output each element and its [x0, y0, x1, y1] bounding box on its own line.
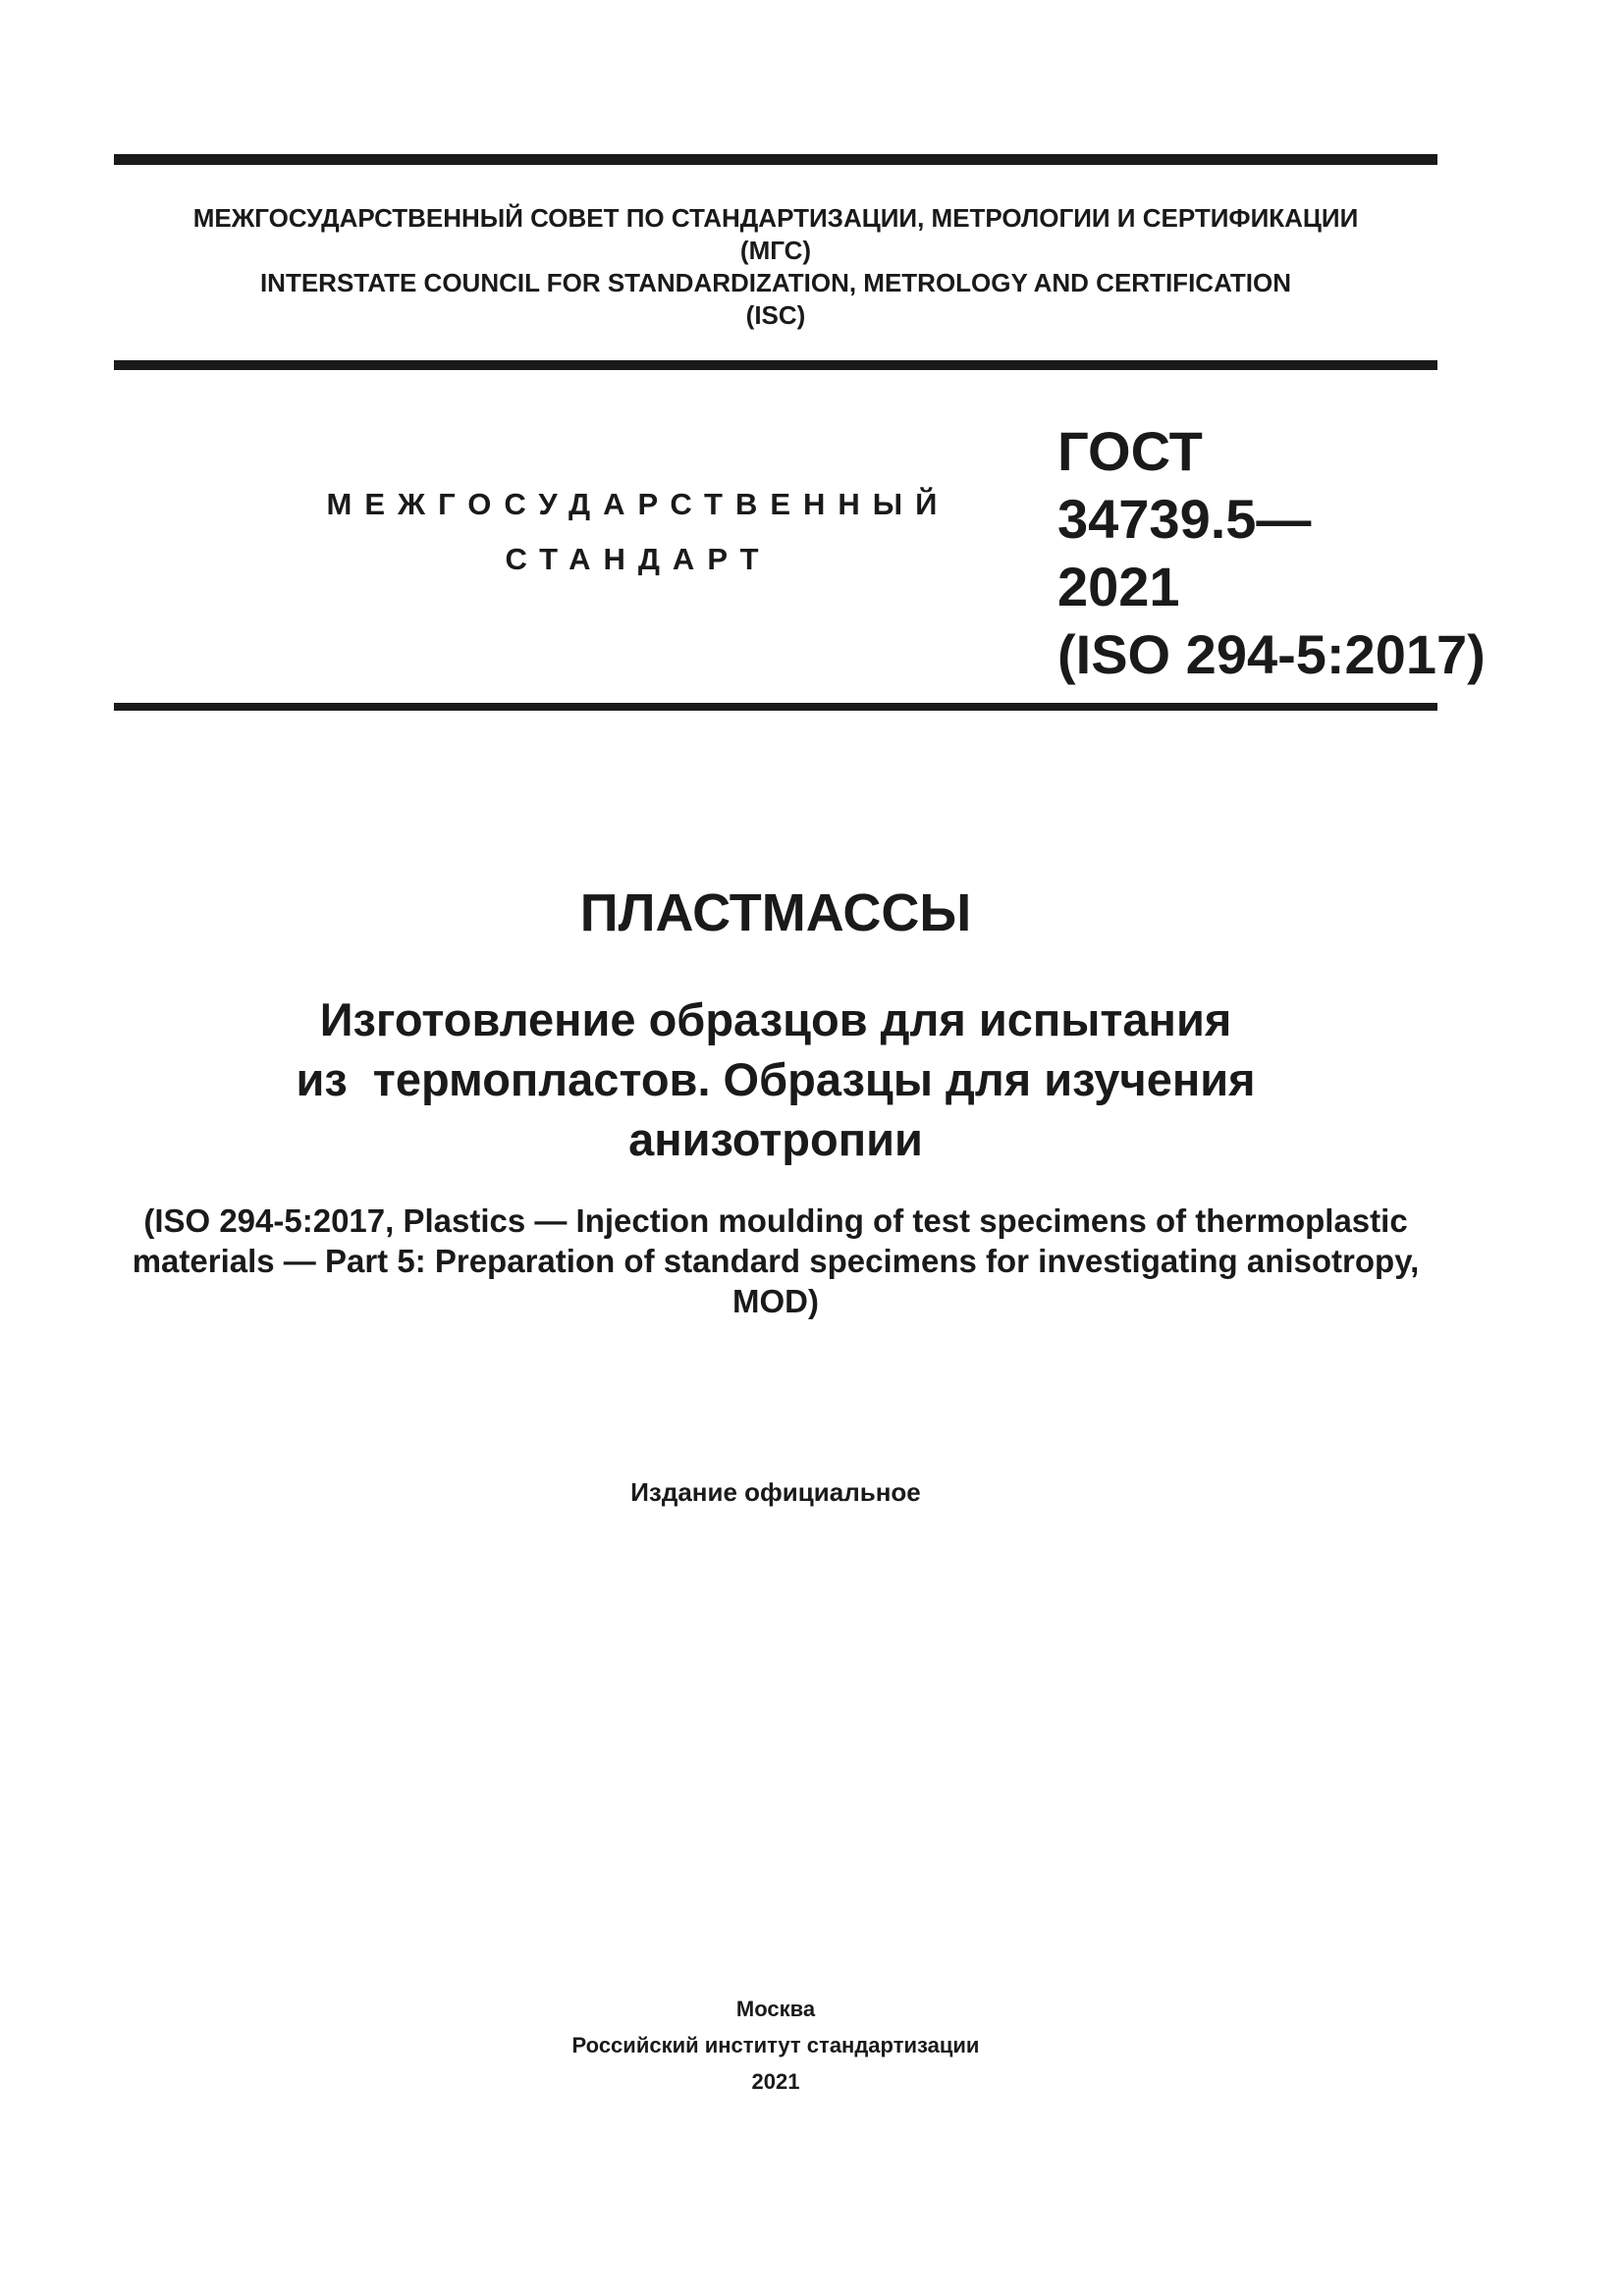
publisher-block: [114, 1991, 1437, 2100]
middle-rule: [114, 360, 1437, 370]
publisher-name: Российский институт стандартизации: [571, 2033, 980, 2057]
standard-type-line-1: МЕЖГОСУДАРСТВЕННЫЙ: [326, 487, 950, 521]
edition-label: Издание официальное: [630, 1477, 921, 1507]
subtitle-line-2: из термопластов. Образцы для изучения: [296, 1053, 1256, 1105]
document-subtitle: [114, 989, 1437, 1169]
council-header: [114, 202, 1437, 332]
council-name-en: INTERSTATE COUNCIL FOR STANDARDIZATION, METROLOGY AND CERTIFICATION: [259, 268, 1292, 297]
standard-type-line-2: СТАНДАРТ: [505, 542, 772, 576]
designation-line-1: ГОСТ: [1057, 420, 1203, 482]
iso-reference-line-3: MOD): [732, 1283, 819, 1319]
document-title: ПЛАСТМАССЫ: [579, 883, 972, 942]
subtitle-line-1: Изготовление образцов для испытания: [319, 993, 1232, 1045]
iso-reference-line-1: (ISO 294-5:2017, Plastics — Injection moulding of test specimens of thermoplastic: [143, 1202, 1408, 1239]
bottom-rule: [114, 703, 1437, 711]
standard-type: [295, 477, 982, 587]
council-name-ru: МЕЖГОСУДАРСТВЕННЫЙ СОВЕТ ПО СТАНДАРТИЗАЦИИ, МЕТРОЛОГИИ И СЕРТИФИКАЦИИ: [192, 203, 1359, 233]
council-abbr-ru: (МГС): [739, 236, 812, 265]
standard-designation: [1057, 417, 1486, 688]
publisher-city: Москва: [735, 1997, 816, 2021]
iso-reference: [98, 1201, 1453, 1321]
iso-reference-line-2: materials — Part 5: Preparation of standard specimens for investigating anisotropy,: [132, 1243, 1420, 1279]
designation-line-3: 2021: [1057, 556, 1180, 617]
council-abbr-en: (ISC): [745, 300, 806, 330]
subtitle-line-3: анизотропии: [628, 1113, 923, 1165]
top-rule: [114, 154, 1437, 165]
publication-year: 2021: [751, 2069, 800, 2094]
designation-line-4: (ISO 294-5:2017): [1057, 623, 1486, 685]
designation-line-2: 34739.5—: [1057, 488, 1312, 550]
